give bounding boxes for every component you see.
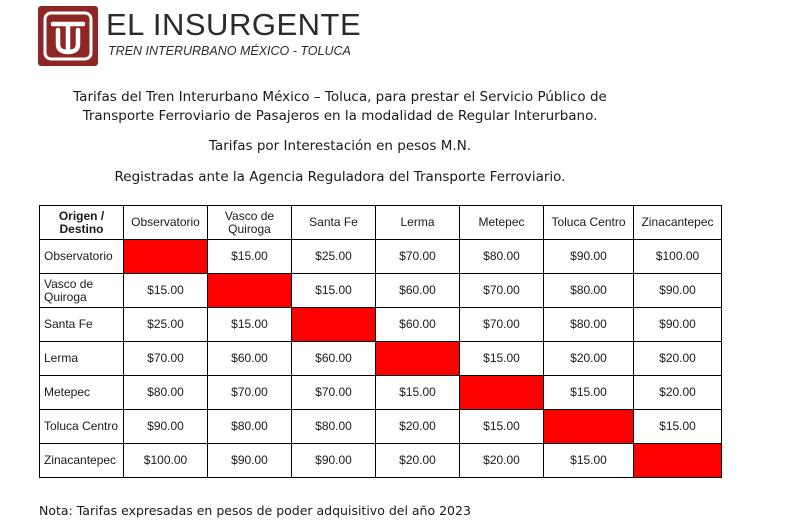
fare-cell: $80.00 [124, 376, 208, 410]
table-row [40, 308, 722, 342]
fare-cell: $15.00 [544, 376, 634, 410]
table-row [40, 410, 722, 444]
fare-cell: $15.00 [544, 444, 634, 478]
fare-cell: $90.00 [124, 410, 208, 444]
intro-line-4: Registradas ante la Agencia Reguladora del Transporte Ferroviario. [114, 169, 566, 185]
intro-line-3: Tarifas por Interestación en pesos M.N. [208, 138, 472, 154]
fare-cell: $20.00 [376, 410, 460, 444]
fare-cell: $20.00 [634, 376, 722, 410]
fare-cell: $70.00 [460, 274, 544, 308]
diagonal-cell [376, 342, 460, 376]
table-row [40, 444, 722, 478]
table-row [40, 342, 722, 376]
fare-cell: $100.00 [124, 444, 208, 478]
row-header: Vasco de Quiroga [40, 274, 124, 308]
table-row [40, 274, 722, 308]
fare-cell: $70.00 [376, 240, 460, 274]
fare-cell: $60.00 [376, 308, 460, 342]
footnote: Nota: Tarifas expresadas en pesos de poder adquisitivo del año 2023 [39, 503, 471, 518]
row-header: Lerma [40, 342, 124, 376]
fare-cell: $15.00 [208, 308, 292, 342]
row-header: Metepec [40, 376, 124, 410]
intro-line-2: Transporte Ferroviario de Pasajeros en la modalidad de Regular Interurbano. [82, 108, 598, 124]
table-header-row [40, 206, 722, 240]
fare-cell: $80.00 [544, 308, 634, 342]
row-header: Zinacantepec [40, 444, 124, 478]
diagonal-cell [544, 410, 634, 444]
fare-cell: $70.00 [292, 376, 376, 410]
corner-header: Origen / Destino [40, 206, 124, 240]
diagonal-cell [124, 240, 208, 274]
diagonal-cell [208, 274, 292, 308]
fare-cell: $60.00 [376, 274, 460, 308]
fare-cell: $90.00 [544, 240, 634, 274]
fare-cell: $80.00 [292, 410, 376, 444]
fare-cell: $25.00 [292, 240, 376, 274]
fare-cell: $15.00 [208, 240, 292, 274]
fare-cell: $90.00 [634, 308, 722, 342]
fare-cell: $90.00 [634, 274, 722, 308]
row-header: Observatorio [40, 240, 124, 274]
fare-cell: $80.00 [208, 410, 292, 444]
fare-cell: $80.00 [544, 274, 634, 308]
fare-cell: $20.00 [460, 444, 544, 478]
fare-cell: $90.00 [292, 444, 376, 478]
fare-cell: $15.00 [124, 274, 208, 308]
fare-cell: $25.00 [124, 308, 208, 342]
diagonal-cell [634, 444, 722, 478]
fare-cell: $70.00 [460, 308, 544, 342]
fare-cell: $20.00 [376, 444, 460, 478]
row-header: Toluca Centro [40, 410, 124, 444]
column-header: Observatorio [124, 206, 208, 240]
column-header: Vasco de Quiroga [208, 206, 292, 240]
fare-cell: $70.00 [124, 342, 208, 376]
table-row [40, 240, 722, 274]
fare-cell: $100.00 [634, 240, 722, 274]
row-header: Santa Fe [40, 308, 124, 342]
fare-cell: $70.00 [208, 376, 292, 410]
fare-cell: $15.00 [460, 342, 544, 376]
fare-cell: $60.00 [292, 342, 376, 376]
fare-cell: $20.00 [634, 342, 722, 376]
fare-table [39, 205, 722, 478]
tu-train-logo-icon [38, 6, 98, 66]
diagonal-cell [292, 308, 376, 342]
column-header: Metepec [460, 206, 544, 240]
table-row [40, 376, 722, 410]
fare-cell: $15.00 [376, 376, 460, 410]
fare-cell: $20.00 [544, 342, 634, 376]
column-header: Toluca Centro [544, 206, 634, 240]
brand-subtitle: TREN INTERURBANO MÉXICO - TOLUCA [108, 44, 351, 58]
column-header: Lerma [376, 206, 460, 240]
brand-title: EL INSURGENTE [106, 7, 362, 42]
column-header: Zinacantepec [634, 206, 722, 240]
intro-line-1: Tarifas del Tren Interurbano México – Toluca, para prestar el Servicio Público de [73, 89, 607, 105]
column-header: Santa Fe [292, 206, 376, 240]
fare-cell: $90.00 [208, 444, 292, 478]
fare-cell: $15.00 [460, 410, 544, 444]
fare-cell: $80.00 [460, 240, 544, 274]
fare-cell: $15.00 [292, 274, 376, 308]
diagonal-cell [460, 376, 544, 410]
fare-cell: $60.00 [208, 342, 292, 376]
fare-cell: $15.00 [634, 410, 722, 444]
